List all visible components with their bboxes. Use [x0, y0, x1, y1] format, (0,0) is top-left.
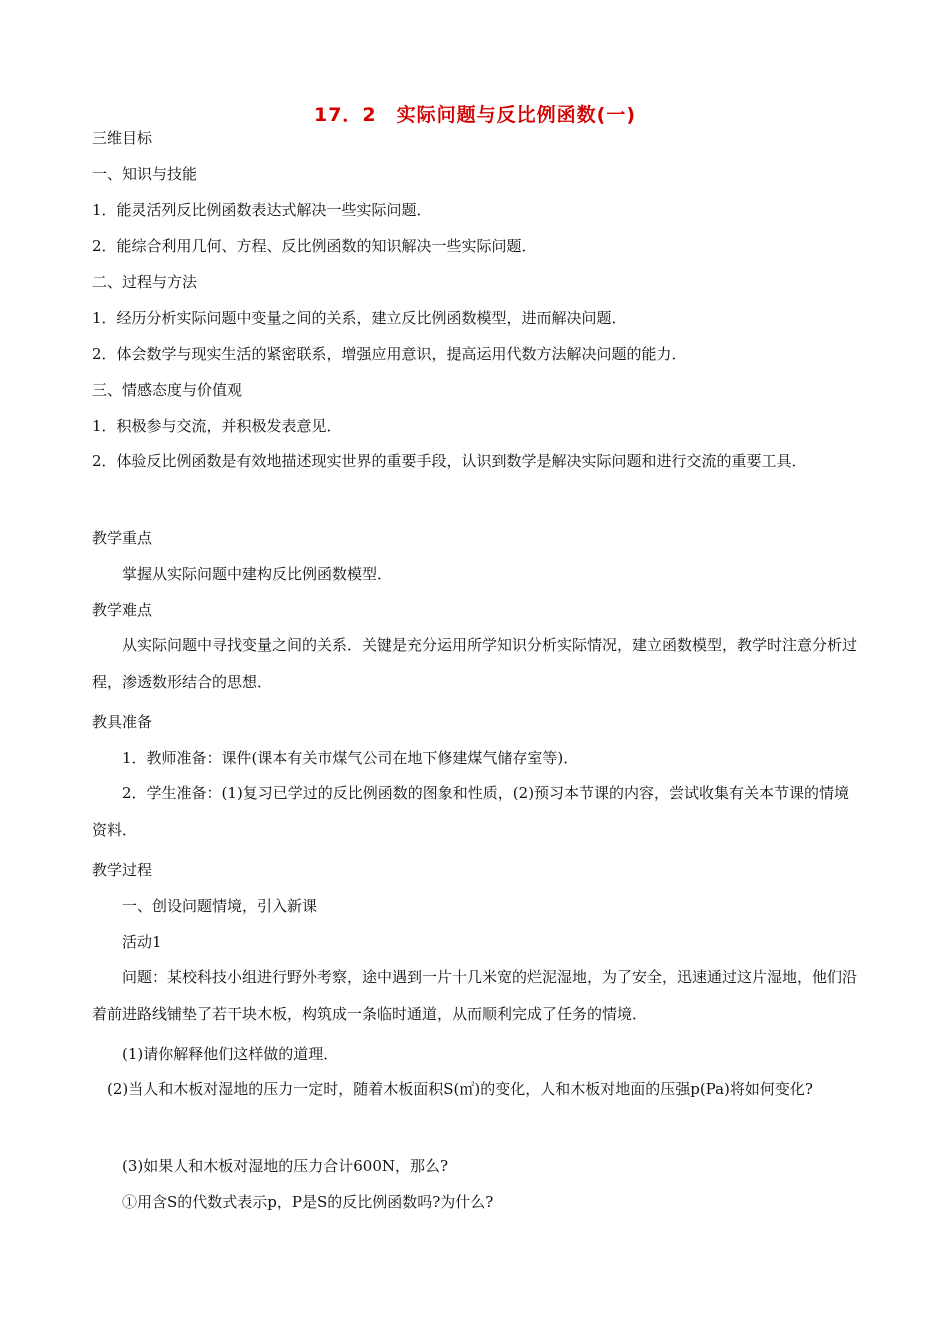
paragraph: (3)如果人和木板对湿地的压力合计600N，那么?	[122, 1157, 449, 1175]
paragraph: 2．体会数学与现实生活的紧密联系，增强应用意识，提高运用代数方法解决问题的能力．	[92, 345, 687, 363]
heading-teaching-aids: 教具准备	[92, 713, 153, 731]
heading-knowledge-skills: 一、知识与技能	[92, 165, 198, 183]
heading-teaching-focus: 教学重点	[92, 529, 153, 547]
paragraph: 1．经历分析实际问题中变量之间的关系，建立反比例函数模型，进而解决问题．	[92, 309, 627, 327]
paragraph: (2)当人和木板对湿地的压力一定时，随着木板面积S(㎡)的变化，人和木板对地面的压强p(Pa)将如何变化?	[107, 1080, 813, 1098]
heading-teaching-process: 教学过程	[92, 861, 153, 879]
paragraph: 2．能综合利用几何、方程、反比例函数的知识解决一些实际问题．	[92, 237, 537, 255]
paragraph: 掌握从实际问题中建构反比例函数模型．	[122, 565, 393, 583]
heading-teaching-difficulty: 教学难点	[92, 601, 153, 619]
heading-process-method: 二、过程与方法	[92, 273, 198, 291]
paragraph: 2．体验反比例函数是有效地描述现实世界的重要手段，认识到数学是解决实际问题和进行交流的重要工具．	[92, 452, 807, 470]
paragraph: 活动1	[122, 933, 162, 951]
paragraph: 2．学生准备：(1)复习已学过的反比例函数的图象和性质，(2)预习本节课的内容，尝试收集有关本节课的情境资料．	[92, 784, 850, 839]
paragraph: 从实际问题中寻找变量之间的关系．关键是充分运用所学知识分析实际情况，建立函数模型，教学时注意分析过程，渗透数形结合的思想．	[92, 636, 858, 691]
paragraph: 一、创设问题情境，引入新课	[122, 897, 318, 915]
paragraph: 问题：某校科技小组进行野外考察，途中遇到一片十几米宽的烂泥湿地，为了安全，迅速通过这片湿地，他们沿着前进路线铺垫了若干块木板，构筑成一条临时通道，从而顺利完成了任务的情境．	[92, 968, 858, 1023]
heading-three-dimensional-goals: 三维目标	[92, 129, 153, 147]
paragraph: 1．积极参与交流，并积极发表意见．	[92, 417, 342, 435]
paragraph: 1．能灵活列反比例函数表达式解决一些实际问题．	[92, 201, 432, 219]
paragraph: 1．教师准备：课件(课本有关市煤气公司在地下修建煤气储存室等)．	[122, 749, 579, 767]
paragraph: ①用含S的代数式表示p，P是S的反比例函数吗?为什么?	[122, 1193, 494, 1211]
paragraph: (1)请你解释他们这样做的道理．	[122, 1045, 339, 1063]
heading-emotion-attitude-values: 三、情感态度与价值观	[92, 381, 243, 399]
document-title: 17．2 实际问题与反比例函数(一)	[313, 104, 637, 126]
